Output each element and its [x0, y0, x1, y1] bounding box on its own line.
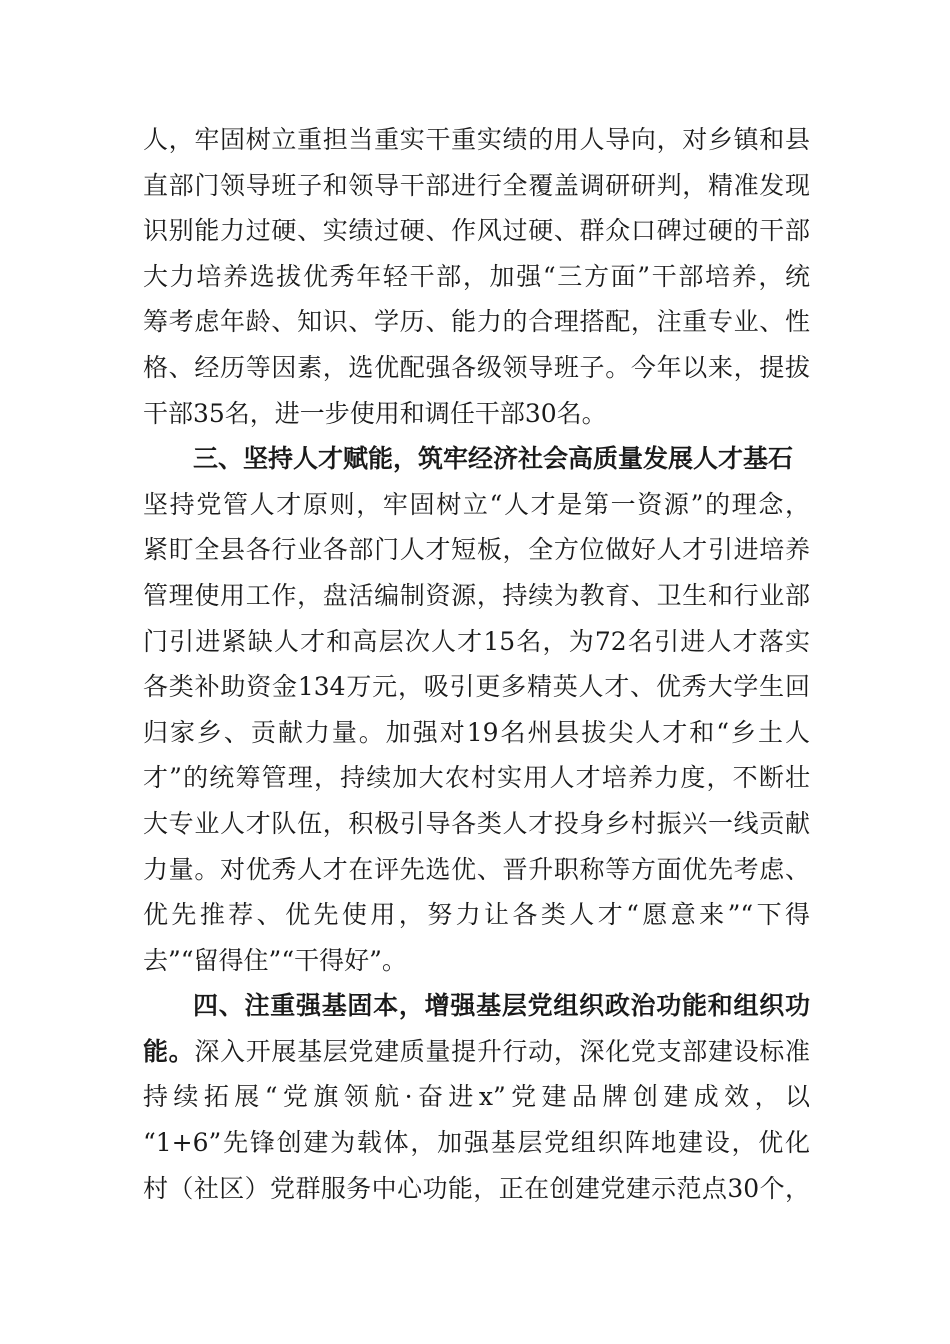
heading-tail: 能。	[143, 1036, 195, 1066]
text-line: 门引进紧缺人才和高层次人才15名，为72名引进人才落实	[143, 626, 810, 656]
paragraph-cadre-selection	[143, 117, 810, 436]
text-line: 持续拓展“党旗领航·奋进x”党建品牌创建成效，以	[143, 1082, 810, 1112]
text-line: “1+6”先锋创建为载体，加强基层党组织阵地建设，优化	[143, 1128, 810, 1158]
document-body	[143, 117, 810, 1211]
text-line: 大力培养选拔优秀年轻干部，加强“三方面”干部培养，统	[143, 261, 810, 291]
text-line: 直部门领导班子和领导干部进行全覆盖调研研判，精准发现	[143, 170, 810, 200]
paragraph-talent	[143, 436, 810, 983]
text-line: 优先推荐、优先使用，努力让各类人才“愿意来”“下得	[143, 900, 810, 930]
text-line: 归家乡、贡献力量。加强对19名州县拔尖人才和“乡土人	[143, 717, 810, 747]
text-line: 去”“留得住”“干得好”。	[143, 945, 407, 975]
text-line-mixed	[143, 1029, 810, 1075]
text-line: 格、经历等因素，选优配强各级领导班子。今年以来，提拔	[143, 352, 810, 382]
heading-tail-rest: 深入开展基层党建质量提升行动，深化党支部建设标准	[194, 1036, 810, 1066]
text-line: 力量。对优秀人才在评先选优、晋升职称等方面优先考虑、	[143, 854, 810, 884]
text-line: 各类补助资金134万元，吸引更多精英人才、优秀大学生回	[143, 672, 810, 702]
text-line: 筹考虑年龄、知识、学历、能力的合理搭配，注重专业、性	[143, 307, 810, 337]
text-line: 村（社区）党群服务中心功能，正在创建党建示范点30个，	[143, 1173, 810, 1203]
text-line: 干部35名，进一步使用和调任干部30名。	[143, 398, 607, 428]
text-line: 管理使用工作，盘活编制资源，持续为教育、卫生和行业部	[143, 580, 810, 610]
section-heading-talent: 三、坚持人才赋能，筑牢经济社会高质量发展人才基石	[193, 444, 794, 474]
text-line: 大专业人才队伍，积极引导各类人才投身乡村振兴一线贡献	[143, 808, 810, 838]
text-line: 识别能力过硬、实绩过硬、作风过硬、群众口碑过硬的干部	[143, 216, 810, 246]
text-line: 坚持党管人才原则，牢固树立“人才是第一资源”的理念，	[143, 489, 810, 519]
text-line: 人，牢固树立重担当重实干重实绩的用人导向，对乡镇和县	[143, 125, 810, 154]
text-line: 才”的统筹管理，持续加大农村实用人才培养力度，不断壮	[143, 763, 810, 793]
section-heading-grassroots: 四、注重强基固本，增强基层党组织政治功能和组织功	[193, 991, 810, 1021]
text-line: 紧盯全县各行业各部门人才短板，全方位做好人才引进培养	[143, 535, 810, 565]
paragraph-grassroots	[143, 983, 810, 1211]
